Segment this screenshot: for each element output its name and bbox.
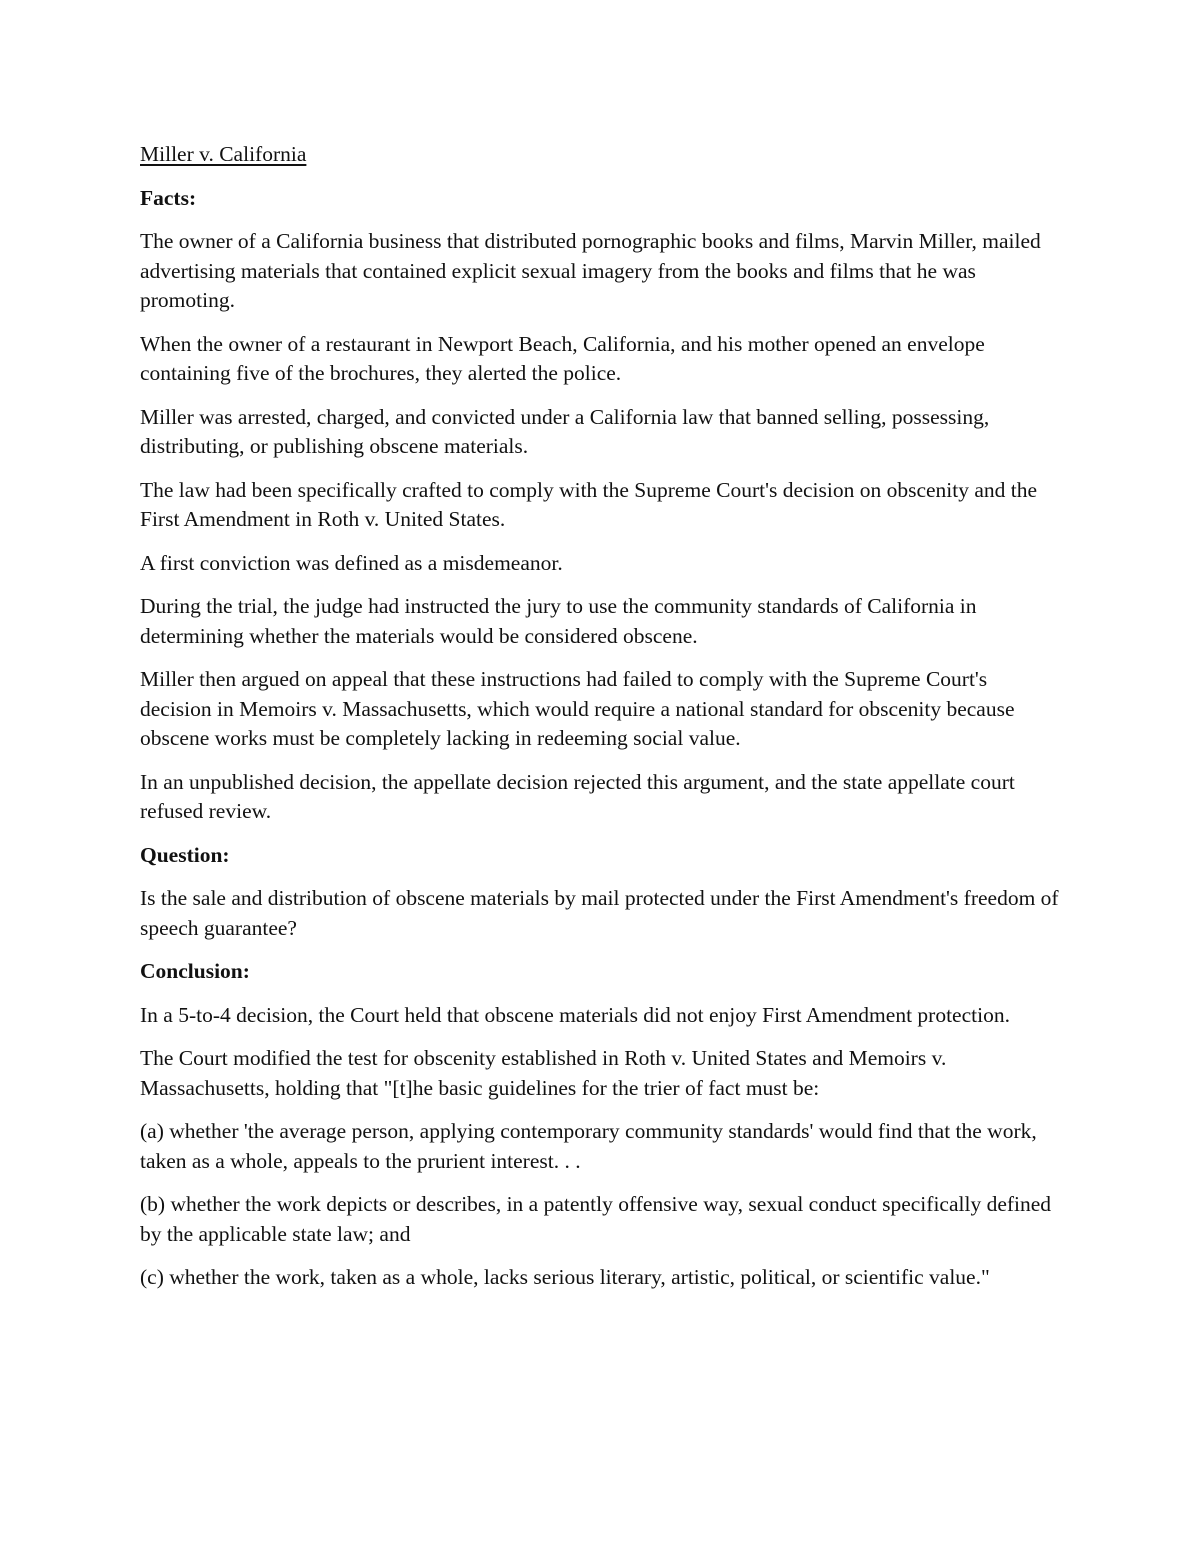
conclusion-paragraph: In a 5-to-4 decision, the Court held that obscene materials did not enjoy First Amendment protection. [140,1002,1010,1027]
question-paragraph: Is the sale and distribution of obscene materials by mail protected under the First Amendment's freedom of speech guarantee? [140,886,1059,940]
facts-paragraph: The owner of a California business that distributed pornographic books and films, Marvin Miller, mailed advertising materials that contained explicit sexual imagery from the books and films that he was promoting. [140,229,1041,312]
facts-paragraph: During the trial, the judge had instructed the jury to use the community standards of California in determining whether the materials would be considered obscene. [140,594,977,648]
document-page [140,140,1060,1307]
guideline-b: (b) whether the work depicts or describes, in a patently offensive way, sexual conduct specifically defined by the applicable state law; and [140,1192,1052,1246]
conclusion-heading: Conclusion: [140,959,250,983]
question-heading: Question: [140,842,230,867]
guideline-c: (c) whether the work, taken as a whole, lacks serious literary, artistic, political, or scientific value." [140,1265,990,1289]
guideline-a: (a) whether 'the average person, applying contemporary community standards' would find that the work, taken as a whole, appeals to the prurient interest. . . [140,1119,1037,1173]
conclusion-paragraph: The Court modified the test for obscenity established in Roth v. United States and Memoirs v. Massachusetts, holding that "[t]he basic guidelines for the trier of fact must be: [140,1046,947,1100]
facts-paragraph: When the owner of a restaurant in Newport Beach, California, and his mother opened an envelope containing five of the brochures, they alerted the police. [140,331,985,385]
question-section [140,841,1060,944]
conclusion-section [140,957,1060,1293]
facts-paragraph: In an unpublished decision, the appellate decision rejected this argument, and the state appellate court refused review. [140,769,1015,823]
document-title: Miller v. California [140,142,307,166]
facts-paragraph: A first conviction was defined as a misdemeanor. [140,550,563,575]
facts-section [140,184,1060,827]
facts-heading: Facts: [140,185,197,210]
facts-paragraph: Miller was arrested, charged, and convicted under a California law that banned selling, possessing, distributing, or publishing obscene materials. [140,404,990,458]
facts-paragraph: The law had been specifically crafted to comply with the Supreme Court's decision on obscenity and the First Amendment in Roth v. United States. [140,477,1038,531]
facts-paragraph: Miller then argued on appeal that these instructions had failed to comply with the Supreme Court's decision in Memoirs v. Massachusetts, which would require a national standard for obscenity because obscene works must be completely lacking in redeeming social value. [140,667,1015,750]
